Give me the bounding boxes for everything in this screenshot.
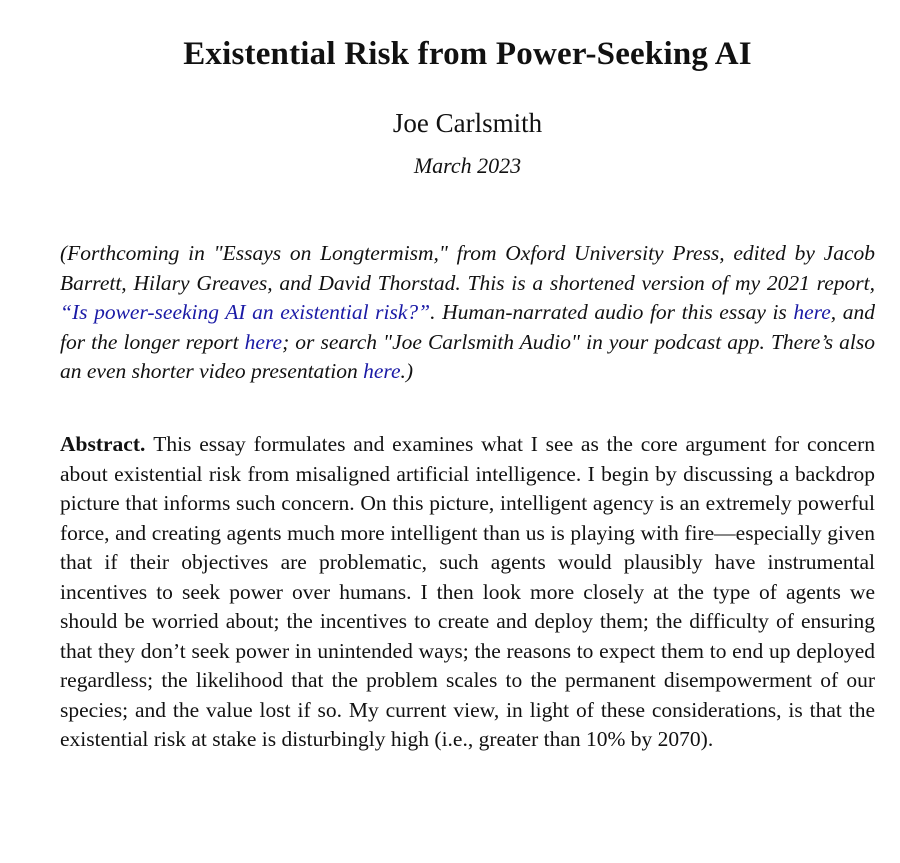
- note-text: . Human-narrated audio for this essay is: [430, 300, 794, 324]
- abstract-label: Abstract.: [60, 432, 146, 456]
- publication-note: [60, 239, 875, 387]
- note-text: ; or search "Joe Carlsmith Audio" in your podcast app. There’s also an even shorter video presentation: [60, 329, 875, 383]
- report-audio-link[interactable]: here: [244, 329, 283, 354]
- paper-title: Existential Risk from Power-Seeking AI: [183, 36, 752, 72]
- note-text: , and for the longer report: [60, 300, 876, 354]
- note-text: (Forthcoming in "Essays on Longtermism," from Oxford University Press, edited by Jacob Barrett, Hilary Greaves, and David Thorstad. This is a shortened version of my 2021 report,: [60, 241, 875, 295]
- report-link[interactable]: “Is power-seeking AI an existential risk?”: [60, 300, 431, 324]
- paper-date: March 2023: [413, 153, 522, 178]
- abstract-section: [60, 430, 875, 755]
- essay-audio-link[interactable]: here: [793, 300, 831, 324]
- paper-author: Joe Carlsmith: [392, 108, 543, 138]
- note-text: .): [400, 359, 414, 383]
- video-presentation-link[interactable]: here: [363, 359, 401, 383]
- abstract-text: This essay formulates and examines what I see as the core argument for concern about existential risk from misaligned artificial intelligence. I begin by discussing a backdrop picture that informs such concern. On this picture, intelligent agency is an extremely powerful force, and creating agents much more intelligent than us is playing with fire—especially given that if their objectives are problematic, such agents would plausibly have instrumental incentives to seek power over humans. I then look more closely at the type of agents we should be worried about; the incentives to create and deploy them; the difficulty of ensuring that they don’t seek power in unintended ways; the reasons to expect them to end up deployed regardless; the likelihood that the problem scales to the permanent disempowerment of our species; and the value lost if so. My current view, in light of these considerations, is that the existential risk at stake is disturbingly high (i.e., greater than 10% by 2070).: [60, 432, 875, 751]
